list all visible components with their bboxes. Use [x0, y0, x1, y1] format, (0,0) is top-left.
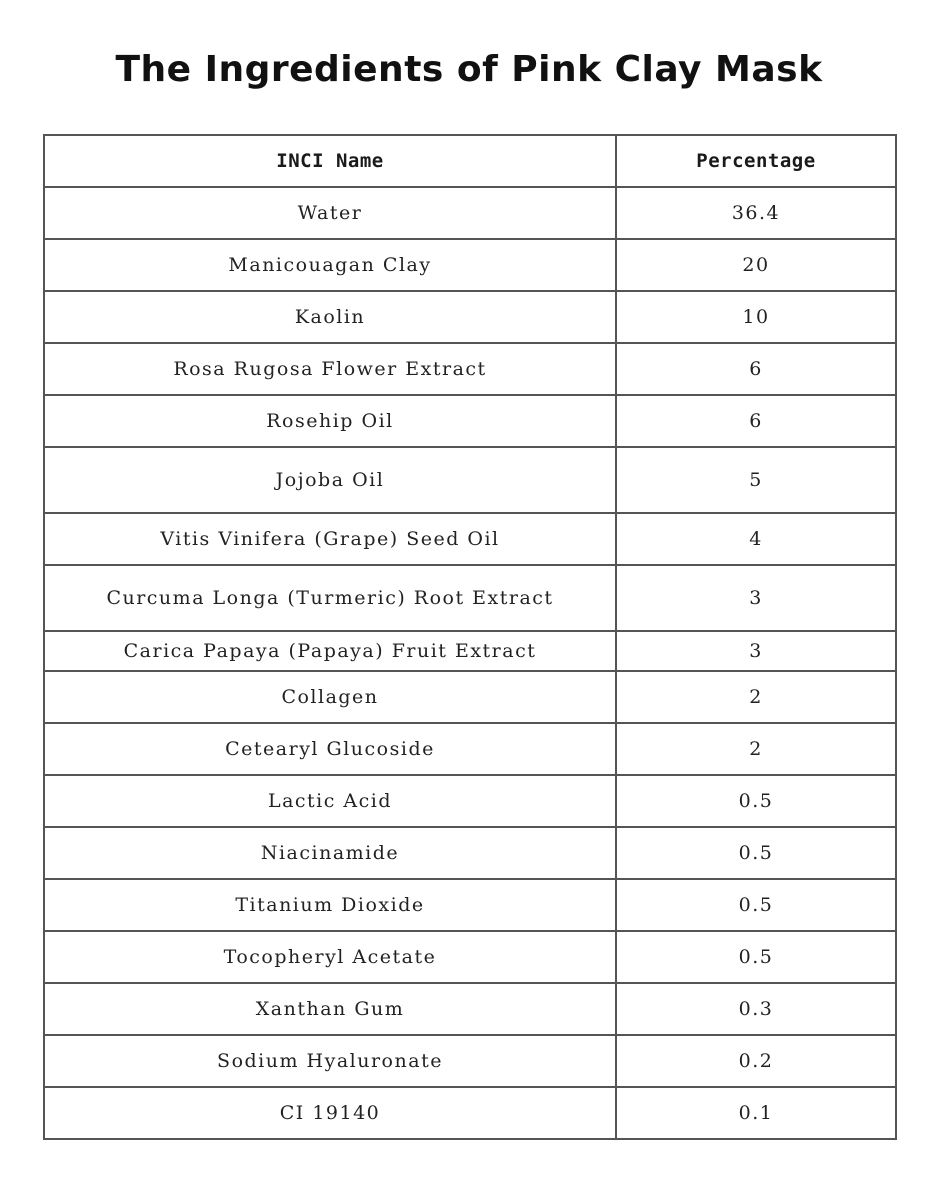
ingredient-percentage: 20 — [616, 239, 896, 291]
header-inci-name: INCI Name — [44, 135, 616, 187]
ingredient-percentage: 6 — [616, 343, 896, 395]
ingredient-name: Cetearyl Glucoside — [44, 723, 616, 775]
ingredient-name: Rosa Rugosa Flower Extract — [44, 343, 616, 395]
ingredient-percentage: 3 — [616, 565, 896, 631]
table-row — [44, 1087, 896, 1139]
ingredient-percentage: 2 — [616, 723, 896, 775]
table-row — [44, 775, 896, 827]
ingredient-name: Niacinamide — [44, 827, 616, 879]
ingredient-percentage: 3 — [616, 631, 896, 671]
table-row — [44, 291, 896, 343]
table-row — [44, 343, 896, 395]
ingredient-percentage: 0.5 — [616, 879, 896, 931]
table-row — [44, 931, 896, 983]
table-row — [44, 1035, 896, 1087]
ingredient-name: Xanthan Gum — [44, 983, 616, 1035]
ingredient-percentage: 0.2 — [616, 1035, 896, 1087]
ingredient-name: Carica Papaya (Papaya) Fruit Extract — [44, 631, 616, 671]
ingredient-name: Rosehip Oil — [44, 395, 616, 447]
ingredient-percentage: 0.5 — [616, 775, 896, 827]
ingredient-percentage: 5 — [616, 447, 896, 513]
ingredient-percentage: 10 — [616, 291, 896, 343]
table-row — [44, 187, 896, 239]
table-header-row — [44, 135, 896, 187]
ingredient-percentage: 0.5 — [616, 827, 896, 879]
table-row — [44, 395, 896, 447]
ingredients-table — [43, 134, 897, 1140]
ingredient-name: CI 19140 — [44, 1087, 616, 1139]
ingredient-name: Sodium Hyaluronate — [44, 1035, 616, 1087]
table-row — [44, 879, 896, 931]
table-row — [44, 565, 896, 631]
header-percentage: Percentage — [616, 135, 896, 187]
ingredient-name: Manicouagan Clay — [44, 239, 616, 291]
ingredient-percentage: 36.4 — [616, 187, 896, 239]
ingredient-percentage: 0.5 — [616, 931, 896, 983]
ingredient-percentage: 0.3 — [616, 983, 896, 1035]
ingredient-percentage: 6 — [616, 395, 896, 447]
ingredient-percentage: 4 — [616, 513, 896, 565]
ingredient-name: Tocopheryl Acetate — [44, 931, 616, 983]
table-row — [44, 239, 896, 291]
table-row — [44, 723, 896, 775]
ingredient-name: Titanium Dioxide — [44, 879, 616, 931]
table-row — [44, 631, 896, 671]
table-row — [44, 447, 896, 513]
ingredient-percentage: 2 — [616, 671, 896, 723]
table-row — [44, 671, 896, 723]
ingredient-name: Kaolin — [44, 291, 616, 343]
ingredient-name: Curcuma Longa (Turmeric) Root Extract — [44, 565, 616, 631]
ingredient-name: Jojoba Oil — [44, 447, 616, 513]
ingredient-name: Lactic Acid — [44, 775, 616, 827]
ingredient-name: Vitis Vinifera (Grape) Seed Oil — [44, 513, 616, 565]
ingredient-name: Collagen — [44, 671, 616, 723]
ingredient-percentage: 0.1 — [616, 1087, 896, 1139]
table-row — [44, 513, 896, 565]
table-row — [44, 827, 896, 879]
table-row — [44, 983, 896, 1035]
page-title: The Ingredients of Pink Clay Mask — [115, 49, 823, 90]
ingredient-name: Water — [44, 187, 616, 239]
